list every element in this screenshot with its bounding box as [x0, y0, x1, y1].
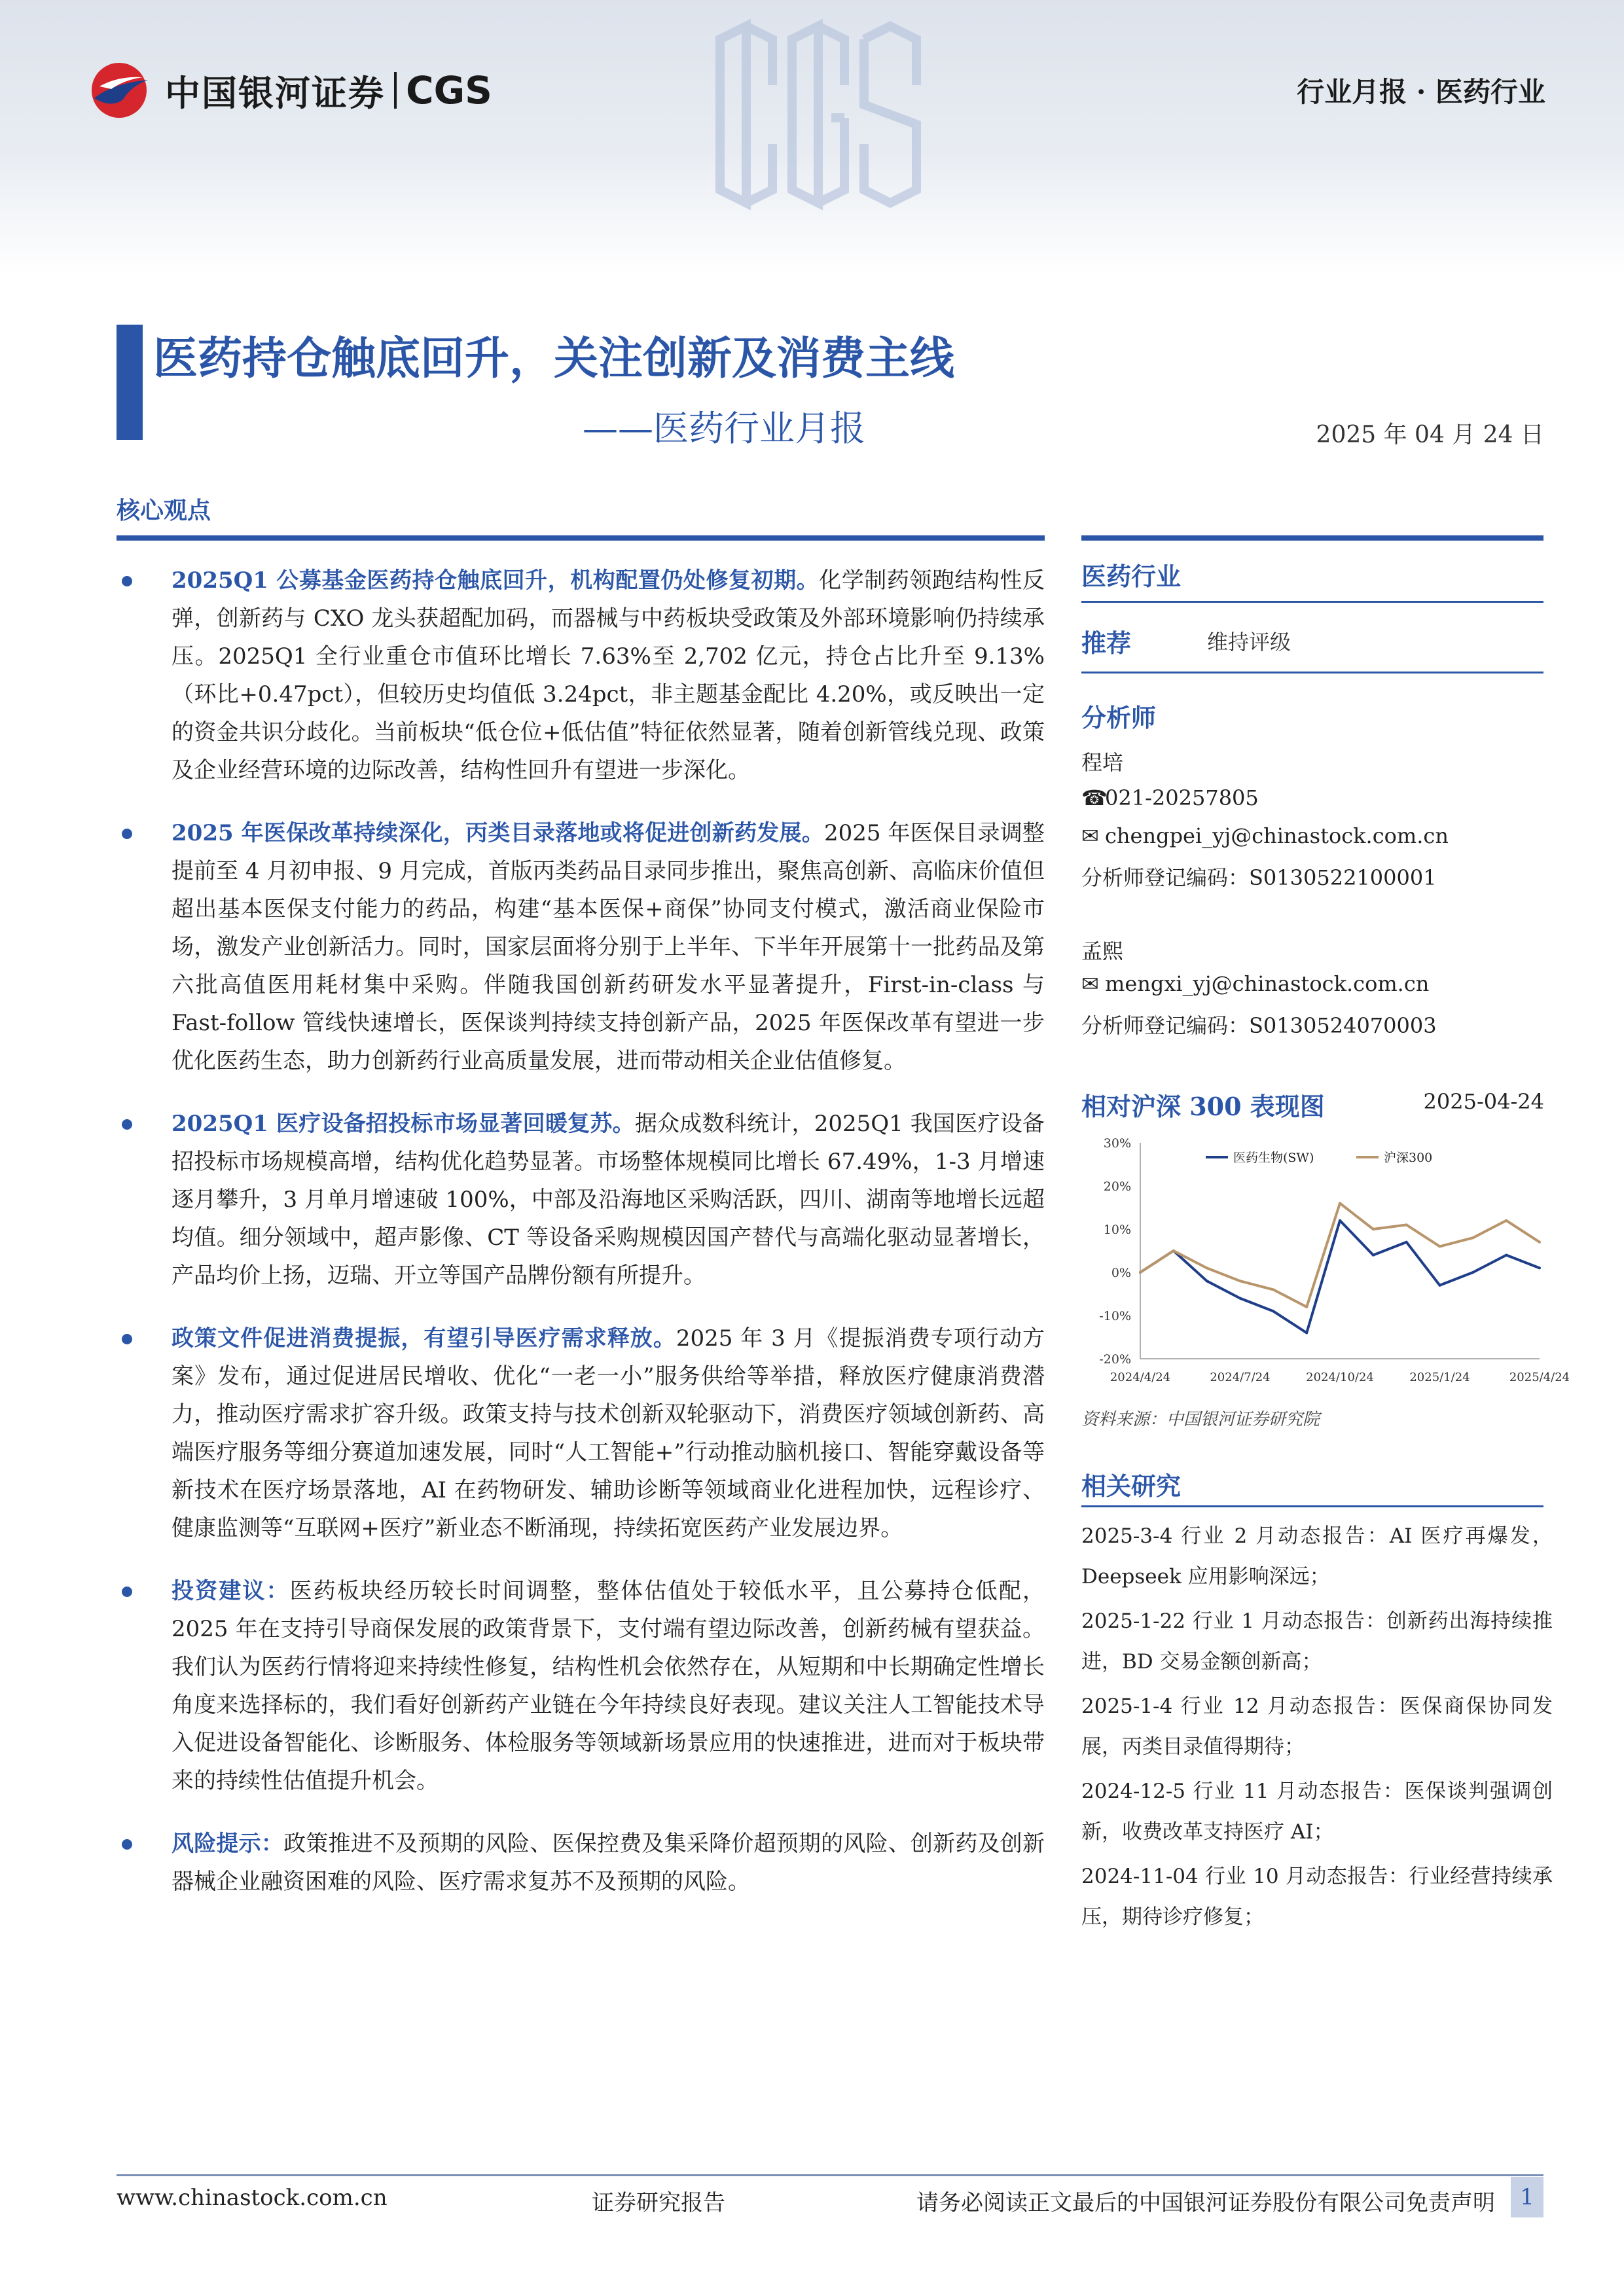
data-point — [1305, 1306, 1308, 1308]
analyst-phone-text: 021-20257805 — [1105, 785, 1259, 810]
analyst-reg: 分析师登记编码：S0130522100001 — [1081, 865, 1437, 890]
sidebar-rule — [1081, 1505, 1543, 1507]
data-point — [1505, 1219, 1507, 1222]
bullet-body: 化学制药领跑结构性反弹，创新药与 CXO 龙头获超配加码，而器械与中药板块受政策及外部环境影响仍持续承压。2025Q1 全行业重仓市值环比增长 7.63%至 2,702 亿元，持仓占比升至 9.13%（环比+0.47pct），但较历史均值低 3.24pct，非主题基金配比 4.20%，或反映出一定的资金共识分歧化。当前板块“低仓位+低估值”特征依然显著，随着创新管线兑现、政策及企业经营环境的边际改善，结构性回升有望进一步深化。 — [171, 567, 1045, 783]
sidebar-top-rule — [1081, 535, 1543, 541]
data-point — [1206, 1280, 1208, 1282]
analyst-name: 孟熙 — [1081, 939, 1124, 963]
chart-source: 资料来源：中国银河证券研究院 — [1081, 1410, 1320, 1429]
x-tick-label: 2025/4/24 — [1509, 1371, 1570, 1384]
chart-date: 2025-04-24 — [1423, 1089, 1544, 1114]
analyst-email-text[interactable]: chengpei_yj@chinastock.com.cn — [1105, 823, 1449, 848]
bullet-device-tender — [117, 1105, 1045, 1295]
report-title: 医药持仓触底回升，关注创新及消费主线 — [153, 332, 955, 385]
related-heading: 相关研究 — [1081, 1471, 1182, 1501]
analyst-heading: 分析师 — [1081, 703, 1157, 732]
data-point — [1538, 1241, 1541, 1244]
analyst-phone — [1081, 785, 1259, 810]
data-point — [1239, 1280, 1242, 1282]
cgs-logo-icon — [85, 60, 153, 120]
data-point — [1439, 1284, 1441, 1287]
analyst-name: 程培 — [1081, 750, 1124, 775]
legend-label: 沪深300 — [1384, 1151, 1433, 1165]
footer-website[interactable]: www.chinastock.com.cn — [117, 2185, 388, 2211]
y-tick-label: 10% — [1103, 1223, 1131, 1237]
bullet-lead: 2025Q1 公募基金医药持仓触底回升，机构配置仍处修复初期。 — [171, 567, 820, 594]
rating-label: 推荐 — [1081, 628, 1132, 658]
doc-type: 行业月报 · 医药行业 — [1297, 76, 1545, 108]
report-subtitle: ——医药行业月报 — [583, 408, 865, 449]
bullet-risk-warning — [117, 1825, 1045, 1901]
bullet-dot — [122, 1587, 132, 1597]
bullet-dot — [122, 1334, 132, 1344]
data-point — [1405, 1241, 1408, 1244]
data-point — [1471, 1236, 1474, 1239]
bullet-body: 政策推进不及预期的风险、医保控费及集采降价超预期的风险、创新药及创新器械企业融资困难的风险、医疗需求复苏不及预期的风险。 — [171, 1831, 1045, 1895]
related-item[interactable]: 2025-1-22 行业 1 月动态报告：创新药出海持续推进，BD 交易金额创新高； — [1081, 1609, 1553, 1674]
brand-separator — [394, 72, 397, 109]
page-number: 1 — [1511, 2177, 1543, 2217]
data-point — [1139, 1271, 1142, 1274]
bullet-body: 2025 年 3 月《提振消费专项行动方案》发布，通过促进居民增收、优化“一老一小”服务供给等举措，释放医疗健康消费潜力，推动医疗需求扩容升级。政策支持与技术创新双轮驱动下，消费医疗领域创新药、高端医疗服务等细分赛道加速发展，同时“人工智能+”行动推动脑机接口、智能穿戴设备等新技术在医疗场景落地，AI 在药物研发、辅助诊断等领域商业化进程加快，远程诊疗、健康监测等“互联网+医疗”新业态不断涌现，持续拓宽医药产业发展边界。 — [171, 1325, 1045, 1541]
data-point — [1172, 1249, 1175, 1252]
rating-value: 维持评级 — [1207, 630, 1291, 655]
related-item[interactable]: 2024-11-04 行业 10 月动态报告：行业经营持续承压，期待诊疗修复； — [1081, 1865, 1553, 1929]
bullet-dot — [122, 829, 132, 839]
industry-label: 医药行业 — [1081, 562, 1182, 591]
related-research-list — [1081, 1516, 1553, 1941]
data-point — [1305, 1331, 1308, 1334]
bullet-dot — [122, 1839, 132, 1850]
y-tick-label: -20% — [1099, 1352, 1131, 1367]
bullet-lead: 2025 年医保改革持续深化，丙类目录落地或将促进创新药发展。 — [171, 820, 824, 846]
brand-logo — [85, 60, 492, 120]
y-tick-label: -10% — [1099, 1309, 1131, 1323]
data-point — [1372, 1254, 1375, 1257]
phone-icon: ☎ — [1081, 785, 1108, 810]
cgs-watermark-icon — [707, 13, 929, 216]
brand-name-en: CGS — [406, 68, 492, 113]
analyst-email[interactable] — [1081, 823, 1449, 848]
bullet-investment-advice — [117, 1572, 1045, 1800]
bullet-fund-holdings — [117, 562, 1045, 789]
y-tick-label: 30% — [1103, 1136, 1131, 1151]
data-point — [1239, 1297, 1242, 1300]
data-point — [1405, 1223, 1408, 1226]
core-views-rule — [117, 535, 1045, 541]
report-date: 2025 年 04 月 24 日 — [1316, 422, 1544, 448]
title-accent-bar — [117, 325, 143, 440]
series-line-1 — [1140, 1203, 1540, 1306]
core-views-label: 核心观点 — [117, 497, 211, 524]
legend-label: 医药生物(SW) — [1233, 1151, 1314, 1165]
series-line-0 — [1140, 1221, 1540, 1333]
data-point — [1339, 1219, 1341, 1222]
data-point — [1272, 1288, 1274, 1291]
bullet-lead: 2025Q1 医疗设备招投标市场显著回暖复苏。 — [171, 1111, 635, 1137]
mail-icon: ✉ — [1081, 971, 1099, 996]
analyst-email-text[interactable]: mengxi_yj@chinastock.com.cn — [1105, 971, 1430, 996]
data-point — [1471, 1271, 1474, 1274]
analyst-email[interactable] — [1081, 971, 1429, 996]
bullet-dot — [122, 576, 132, 586]
core-views-list — [117, 562, 1045, 1926]
bullet-medical-insurance — [117, 814, 1045, 1080]
relative-performance-chart — [1081, 1123, 1570, 1385]
bullet-body: 据众成数科统计，2025Q1 我国医疗设备招投标市场规模高增，结构优化趋势显著。市场整体规模同比增长 67.49%，1-3 月增速逐月攀升，3 月单月增速破 100%，中部及沿海地区采购活跃，四川、湖南等地增长远超均值。细分领域中，超声影像、CT 等设备采购规模因国产替代与高端化驱动显著增长，产品均价上扬，迈瑞、开立等国产品牌份额有所提升。 — [171, 1111, 1045, 1289]
data-point — [1538, 1266, 1541, 1269]
y-tick-label: 0% — [1111, 1266, 1131, 1280]
x-tick-label: 2024/4/24 — [1110, 1371, 1171, 1384]
bullet-consumption-policy — [117, 1319, 1045, 1547]
x-tick-label: 2025/1/24 — [1409, 1371, 1470, 1384]
data-point — [1272, 1310, 1274, 1312]
sidebar-rule — [1081, 601, 1543, 603]
footer-rule — [117, 2174, 1543, 2176]
footer-center: 证券研究报告 — [592, 2190, 725, 2216]
bullet-lead: 风险提示： — [171, 1831, 284, 1857]
related-item[interactable]: 2024-12-5 行业 11 月动态报告：医保谈判强调创新，收费改革支持医疗 AI； — [1081, 1780, 1553, 1844]
chart-title: 相对沪深 300 表现图 — [1081, 1092, 1325, 1121]
x-tick-label: 2024/7/24 — [1210, 1371, 1271, 1384]
bullet-lead: 政策文件促进消费提振，有望引导医疗需求释放。 — [171, 1325, 676, 1352]
data-point — [1339, 1202, 1341, 1204]
sidebar-rule — [1081, 672, 1543, 673]
data-point — [1439, 1245, 1441, 1247]
bullet-lead: 投资建议： — [171, 1578, 290, 1604]
mail-icon: ✉ — [1081, 823, 1099, 848]
related-item[interactable]: 2025-1-4 行业 12 月动态报告：医保商保协同发展，丙类目录值得期待； — [1081, 1695, 1553, 1759]
analyst-reg: 分析师登记编码：S0130524070003 — [1081, 1013, 1437, 1038]
y-tick-label: 20% — [1103, 1179, 1131, 1194]
bullet-body: 2025 年医保目录调整提前至 4 月初申报、9 月完成，首版丙类药品目录同步推出，聚焦高创新、高临床价值但超出基本医保支付能力的药品，构建“基本医保+商保”协同支付模式，激活商业保险市场，激发产业创新活力。同时，国家层面将分别于上半年、下半年开展第十一批药品及第六批高值医用耗材集中采购。伴随我国创新药研发水平显著提升，First-in-class 与 Fast-follow 管线快速增长，医保谈判持续支持创新产品，2025 年医保改革有望进一步优化医药生态，助力创新药行业高质量发展，进而带动相关企业估值修复。 — [171, 820, 1045, 1074]
data-point — [1206, 1266, 1208, 1269]
bullet-dot — [122, 1119, 132, 1130]
data-point — [1505, 1254, 1507, 1257]
data-point — [1372, 1228, 1375, 1230]
bullet-body: 医药板块经历较长时间调整，整体估值处于较低水平，且公募持仓低配，2025 年在支持引导商保发展的政策背景下，支付端有望边际改善，创新药械有望获益。我们认为医药行情将迎来持续性修复，结构性机会依然存在，从短期和中长期确定性增长角度来选择标的，我们看好创新药产业链在今年持续良好表现。建议关注人工智能技术导入促进设备智能化、诊断服务、体检服务等领域新场景应用的快速推进，进而对于板块带来的持续性估值提升机会。 — [171, 1578, 1045, 1794]
footer-disclaimer: 请务必阅读正文最后的中国银河证券股份有限公司免责声明 — [916, 2190, 1495, 2216]
related-item[interactable]: 2025-3-4 行业 2 月动态报告：AI 医疗再爆发，Deepseek 应用影响深远； — [1081, 1524, 1553, 1588]
x-tick-label: 2024/10/24 — [1306, 1371, 1374, 1384]
brand-name-cn: 中国银河证券 — [165, 72, 385, 114]
